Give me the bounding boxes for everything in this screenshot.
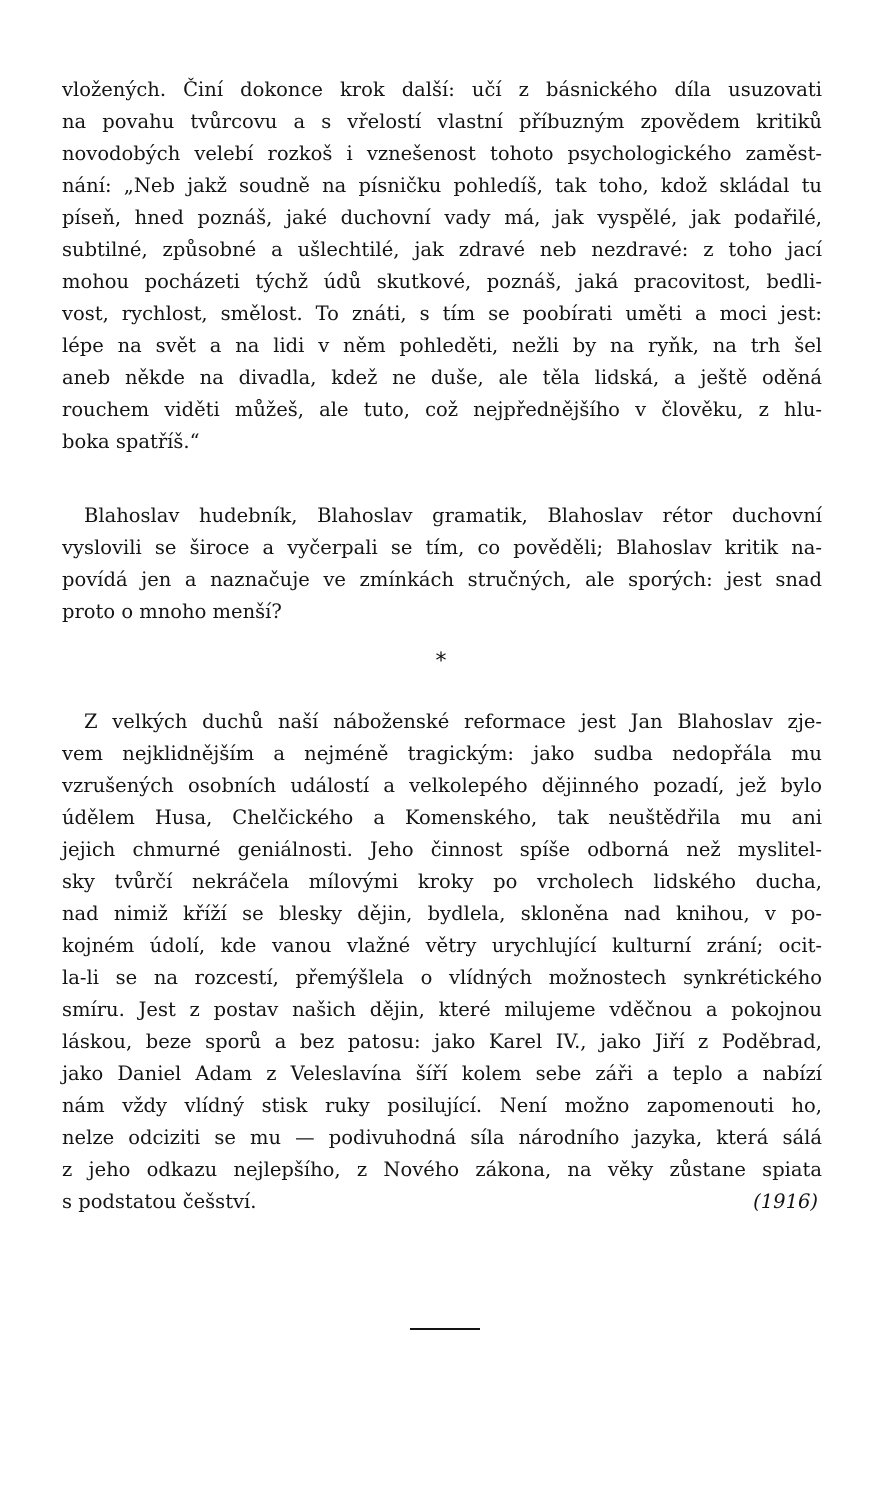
text-line: proto o mnoho menší? bbox=[62, 600, 282, 623]
paragraph-blahoslav-roles bbox=[62, 500, 822, 628]
paragraph-quotation-continued bbox=[62, 74, 822, 458]
closing-line: s podstatou češství. bbox=[62, 1190, 257, 1213]
essay-date: (1916) bbox=[753, 1190, 818, 1213]
text-line: Blahoslav hudebník, Blahoslav gramatik, Blahoslav rétor duchovní bbox=[84, 504, 822, 527]
text-line: píseň, hned poznáš, jaké duchovní vady má, jak vyspělé, jak podařilé, bbox=[62, 206, 822, 229]
text-line: nání: „Neb jakž soudně na písničku pohledíš, tak toho, kdož skládal tu bbox=[62, 174, 822, 197]
text-line: láskou, beze sporů a bez patosu: jako Karel IV., jako Jiří z Poděbrad, bbox=[62, 1030, 822, 1053]
text-line: aneb někde na divadla, kdež ne duše, ale těla lidská, a ještě oděná bbox=[62, 366, 822, 389]
text-line: jako Daniel Adam z Veleslavína šíří kolem sebe záři a teplo a nabízí bbox=[62, 1062, 822, 1085]
section-separator-star: * bbox=[435, 649, 447, 674]
text-line: vložených. Činí dokonce krok další: učí z básnického díla usuzovati bbox=[62, 78, 822, 101]
end-rule bbox=[410, 1328, 480, 1330]
text-line: nad nimiž kříží se blesky dějin, bydlela, skloněna nad knihou, v po- bbox=[62, 902, 822, 925]
text-line: nám vždy vlídný stisk ruky posilující. Není možno zapomenouti ho, bbox=[62, 1094, 822, 1117]
text-line: jejich chmurné geniálnosti. Jeho činnost spíše odborná než myslitel- bbox=[62, 838, 822, 861]
closing-row bbox=[62, 1186, 822, 1218]
text-line: rouchem viděti můžeš, ale tuto, což nejpřednějšího v člověku, z hlu- bbox=[62, 398, 822, 421]
text-line: novodobých velebí rozkoš i vznešenost tohoto psychologického zaměst- bbox=[62, 142, 822, 165]
text-line: vzrušených osobních událostí a velkolepého dějinného pozadí, jež bylo bbox=[62, 774, 822, 797]
text-line: na povahu tvůrcovu a s vřelostí vlastní příbuzným zpovědem kritiků bbox=[62, 110, 822, 133]
text-line: nelze odciziti se mu — podivuhodná síla národního jazyka, která sálá bbox=[62, 1126, 822, 1149]
text-line: vost, rychlost, smělost. To znáti, s tím se poobírati uměti a moci jest: bbox=[62, 302, 822, 325]
text-line: smíru. Jest z postav našich dějin, které milujeme vděčnou a pokojnou bbox=[62, 998, 822, 1021]
text-line: povídá jen a naznačuje ve zmínkách stručných, ale sporých: jest snad bbox=[62, 568, 822, 591]
text-line: la-li se na rozcestí, přemýšlela o vlídných možnostech synkrétického bbox=[62, 966, 822, 989]
text-line: lépe na svět a na lidi v něm pohleděti, nežli by na ryňk, na trh šel bbox=[62, 334, 822, 357]
text-line: z jeho odkazu nejlepšího, z Nového zákona, na věky zůstane spiata bbox=[62, 1158, 822, 1181]
text-line: sky tvůrčí nekráčela mílovými kroky po vrcholech lidského ducha, bbox=[62, 870, 822, 893]
text-line: mohou pocházeti týchž údů skutkové, poznáš, jaká pracovitost, bedli- bbox=[62, 270, 822, 293]
paragraph-conclusion bbox=[62, 706, 822, 1218]
text-line: subtilné, způsobné a ušlechtilé, jak zdravé neb nezdravé: z toho jací bbox=[62, 238, 822, 261]
text-line: vyslovili se široce a vyčerpali se tím, co pověděli; Blahoslav kritik na- bbox=[62, 536, 822, 559]
text-line: Z velkých duchů naší náboženské reformace jest Jan Blahoslav zje- bbox=[84, 710, 822, 733]
text-line: boka spatříš.“ bbox=[62, 430, 200, 453]
text-line: kojném údolí, kde vanou vlažné větry urychlující kulturní zrání; ocit- bbox=[62, 934, 822, 957]
text-line: údělem Husa, Chelčického a Komenského, tak neuštědřila mu ani bbox=[62, 806, 822, 829]
text-line: vem nejklidnějším a nejméně tragickým: jako sudba nedopřála mu bbox=[62, 742, 822, 765]
